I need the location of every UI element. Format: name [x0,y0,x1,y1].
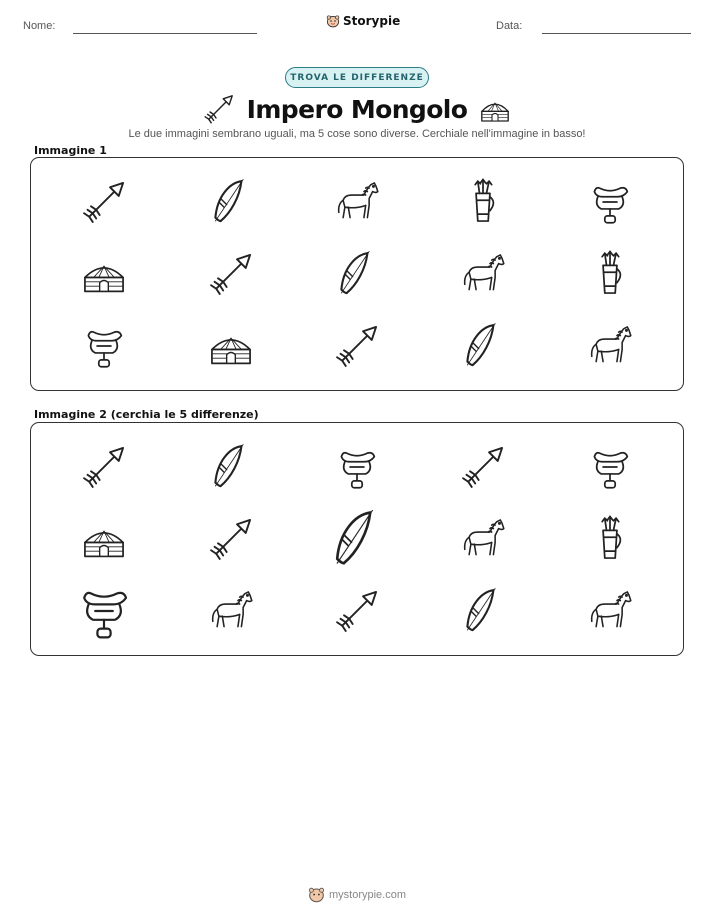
activity-badge: TROVA LE DIFFERENZE [285,67,429,88]
puzzle1-cell-r1c3[interactable] [294,166,420,238]
title-row [0,90,714,128]
bow-icon [457,320,509,372]
arrow-icon [331,320,383,372]
puzzle2-cell-r2c4[interactable] [420,503,546,575]
puzzle1-cell-r1c1[interactable] [41,166,167,238]
puzzle2-cell-r2c2[interactable] [167,503,293,575]
puzzle2-cell-r2c3[interactable] [294,503,420,575]
puzzle1-cell-r2c4[interactable] [420,238,546,310]
puzzle1-cell-r2c1[interactable] [41,238,167,310]
horse-icon [457,248,509,300]
horse-icon [584,585,636,637]
bow-icon [205,441,257,493]
date-label: Data: [496,20,523,32]
quiver-icon [584,248,636,300]
puzzle1-cell-r3c2[interactable] [167,310,293,382]
puzzle1-panel [30,157,684,391]
arrow-icon [331,585,383,637]
puzzle2-cell-r2c1[interactable] [41,503,167,575]
bow-icon [324,506,390,572]
puzzle2-cell-r1c5[interactable] [547,431,673,503]
arrow-icon [78,441,130,493]
instructions-text: Le due immagini sembrano uguali, ma 5 cose sono diverse. Cerchiale nell'immagine in basso! [128,128,586,140]
arrow-icon [205,513,257,565]
quiver-icon [457,176,509,228]
puzzle2-cell-r3c3[interactable] [294,575,420,647]
puzzle2-cell-r1c1[interactable] [41,431,167,503]
puzzle1-cell-r3c5[interactable] [547,310,673,382]
puzzle1-grid [41,166,673,382]
puzzle1-cell-r2c2[interactable] [167,238,293,310]
saddle-icon [584,176,636,228]
horse-icon [331,176,383,228]
puzzle2-cell-r3c2[interactable] [167,575,293,647]
puzzle2-cell-r1c2[interactable] [167,431,293,503]
puzzle2-panel [30,422,684,656]
horse-icon [584,320,636,372]
puzzle1-cell-r1c5[interactable] [547,166,673,238]
puzzle2-grid [41,431,673,647]
horse-icon [457,513,509,565]
horse-icon [205,585,257,637]
brand-name: Storypie [343,14,401,28]
arrow-icon [457,441,509,493]
puzzle2-cell-r3c1[interactable] [41,575,167,647]
yurt-icon [205,320,257,372]
arrow-icon [205,248,257,300]
puzzle2-cell-r3c4[interactable] [420,575,546,647]
quiver-icon [584,513,636,565]
arrow-icon [78,176,130,228]
storypie-logo [326,14,400,28]
name-line[interactable] [73,33,257,34]
footer-url[interactable]: mystorypie.com [328,888,407,901]
puzzle1-cell-r1c4[interactable] [420,166,546,238]
footer [0,886,714,903]
puzzle2-cell-r1c3[interactable] [294,431,420,503]
saddle-icon [584,441,636,493]
puzzle2-cell-r3c5[interactable] [547,575,673,647]
saddle-icon [331,441,383,493]
bow-icon [457,585,509,637]
puzzle1-cell-r2c5[interactable] [547,238,673,310]
yurt-icon [477,91,513,127]
date-line[interactable] [542,33,691,34]
saddle-icon [71,578,137,644]
bow-icon [205,176,257,228]
yurt-icon [78,513,130,565]
yurt-icon [78,248,130,300]
puzzle1-cell-r3c4[interactable] [420,310,546,382]
bow-icon [331,248,383,300]
mascot-icon [326,14,340,28]
puzzle2-label: Immagine 2 (cerchia le 5 differenze) [34,408,259,421]
arrow-icon [201,91,237,127]
puzzle1-cell-r2c3[interactable] [294,238,420,310]
puzzle1-cell-r3c1[interactable] [41,310,167,382]
puzzle2-cell-r1c4[interactable] [420,431,546,503]
saddle-icon [78,320,130,372]
name-label: Nome: [23,20,56,32]
puzzle1-cell-r3c3[interactable] [294,310,420,382]
mascot-icon [308,886,325,903]
puzzle1-cell-r1c2[interactable] [167,166,293,238]
page-title: Impero Mongolo [246,94,468,124]
puzzle2-cell-r2c5[interactable] [547,503,673,575]
puzzle1-label: Immagine 1 [34,144,107,157]
